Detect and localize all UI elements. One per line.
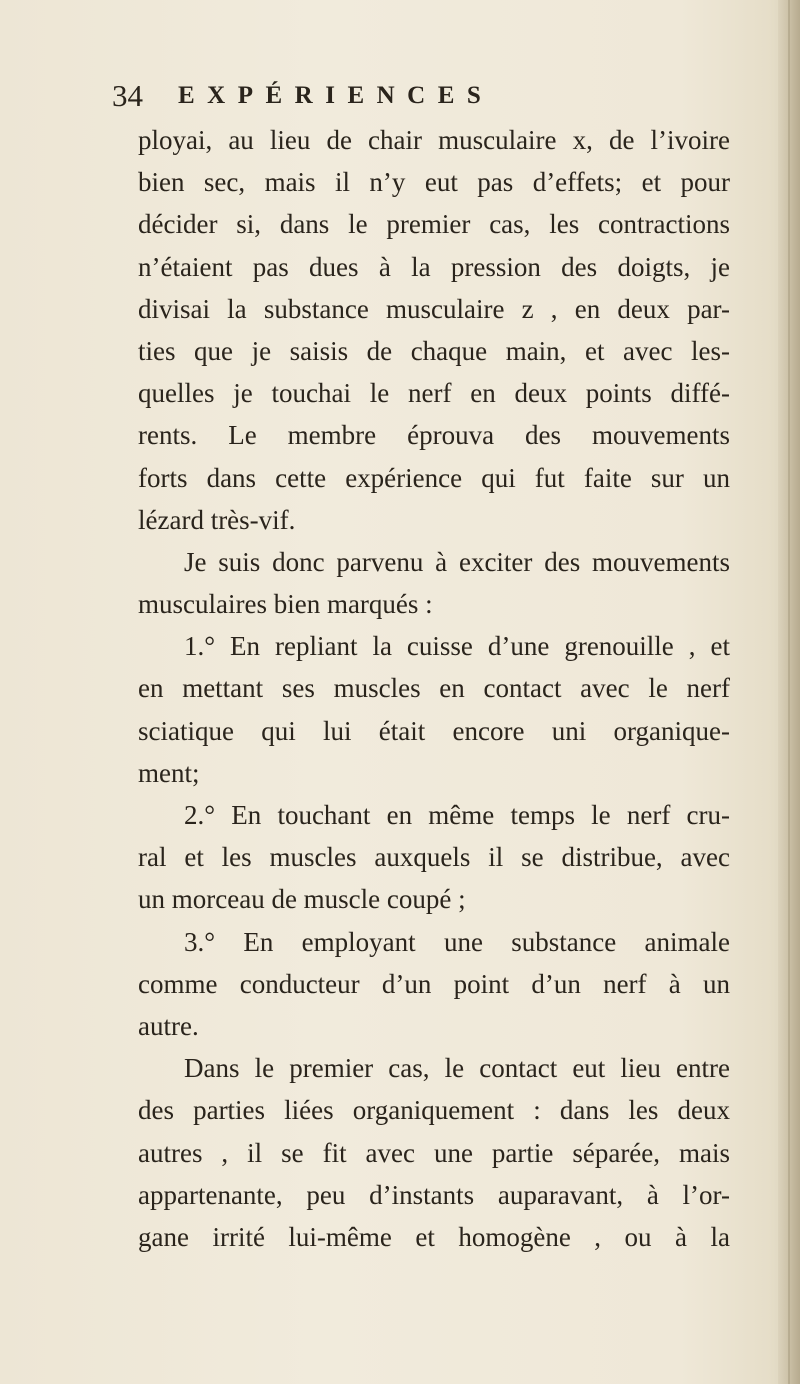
page-header bbox=[0, 76, 800, 116]
text-line: lézard très-vif. bbox=[138, 504, 296, 535]
binding-edge bbox=[788, 0, 790, 1384]
paragraph-start-line: Dans le premier cas, le contact eut lieu entre bbox=[184, 1053, 730, 1084]
text-line: ment; bbox=[138, 757, 200, 788]
text-line: sciatique qui lui était encore uni organique- bbox=[138, 715, 730, 746]
text-line: autre. bbox=[138, 1010, 199, 1041]
text-line: quelles je touchai le nerf en deux points diffé- bbox=[138, 378, 730, 409]
list-item-line: 1.° En repliant la cuisse d’une grenouille , et bbox=[184, 631, 730, 662]
running-title: EXPÉRIENCES bbox=[178, 82, 494, 109]
text-line: en mettant ses muscles en contact avec le nerf bbox=[138, 673, 730, 704]
text-line: musculaires bien marqués : bbox=[138, 589, 433, 620]
text-line: rents. Le membre éprouva des mouvements bbox=[138, 420, 730, 451]
page-number: 34 bbox=[112, 78, 143, 113]
text-line: des parties liées organiquement : dans les deux bbox=[138, 1095, 730, 1126]
body-text bbox=[138, 119, 730, 1258]
text-line: appartenante, peu d’instants auparavant, à l’or- bbox=[138, 1179, 730, 1210]
text-line: autres , il se fit avec une partie séparée, mais bbox=[138, 1137, 730, 1168]
text-line: ties que je saisis de chaque main, et avec les- bbox=[138, 335, 730, 366]
list-item-line: 3.° En employant une substance animale bbox=[184, 926, 730, 957]
text-line: un morceau de muscle coupé ; bbox=[138, 884, 466, 915]
text-line: forts dans cette expérience qui fut faite sur un bbox=[138, 462, 730, 493]
list-item-line: 2.° En touchant en même temps le nerf cru- bbox=[184, 800, 730, 830]
text-line: divisai la substance musculaire z , en deux par- bbox=[138, 293, 730, 324]
text-line: comme conducteur d’un point d’un nerf à un bbox=[138, 968, 730, 999]
text-line: gane irrité lui-même et homogène , ou à la bbox=[138, 1221, 730, 1252]
text-line: ral et les muscles auxquels il se distribue, avec bbox=[138, 842, 730, 873]
text-line: bien sec, mais il n’y eut pas d’effets; et pour bbox=[138, 167, 730, 198]
text-line: n’étaient pas dues à la pression des doigts, je bbox=[138, 251, 730, 282]
text-line: décider si, dans le premier cas, les contractions bbox=[138, 209, 730, 240]
paragraph-start-line: Je suis donc parvenu à exciter des mouvements bbox=[184, 546, 730, 577]
text-line: ployai, au lieu de chair musculaire x, de l’ivoire bbox=[138, 125, 730, 155]
